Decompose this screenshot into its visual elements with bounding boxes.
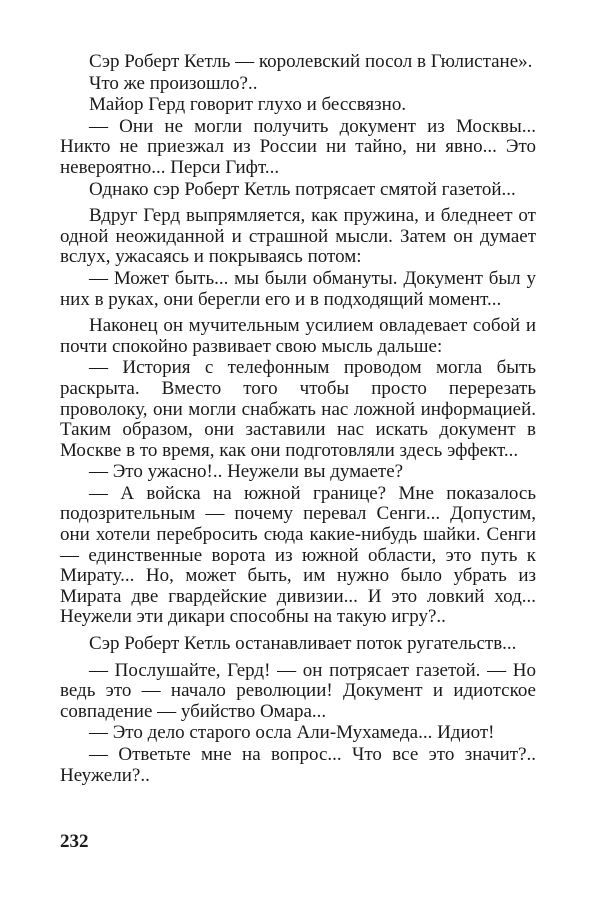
paragraph-15: — Ответьте мне на вопрос... Что все это значит?.. Неужели?..	[60, 744, 536, 786]
page-number: 232	[60, 831, 89, 852]
paragraph-1: Сэр Роберт Кетль — королевский посол в Гюлистане».	[89, 51, 533, 72]
paragraph-11: — А войска на южной границе? Мне показалось подозрительным — почему перевал Сенги... Допустим, они хотели перебросить сюда какие-нибудь шайки. Сенги — единственные ворота из южной области, это путь к Мирату... Но, может быть, им нужно было убрать из Мирата две гвардейские дивизии... И это ловкий ход... Неужели эти дикари способны на такую игру?..	[60, 482, 536, 628]
paragraph-10: — Это ужасно!.. Неужели вы думаете?	[89, 461, 404, 483]
paragraph-2: Что же произошло?..	[89, 72, 258, 94]
paragraph-14: — Это дело старого осла Али-Мухамеда... Идиот!	[89, 722, 495, 744]
paragraph-7: — Может быть... мы были обмануты. Документ был у них в руках, они берегли его и в подходящий момент...	[60, 267, 536, 310]
paragraph-9: — История с телефонным проводом могла быть раскрыта. Вместо того чтобы просто перерезать проволоку, они могли снабжать нас ложной информацией. Таким образом, они заставили нас искать документ в Москве в то время, как они подготовляли здесь эффект...	[60, 357, 536, 461]
paragraph-12: Сэр Роберт Кетль останавливает поток ругательств...	[89, 633, 517, 655]
paragraph-4: — Они не могли получить документ из Москвы... Никто не приезжал из России ни тайно, ни явно... Это невероятно... Перси Гифт...	[60, 115, 536, 178]
page-text	[60, 52, 536, 786]
paragraph-8: Наконец он мучительным усилием овладевает собой и почти спокойно развивает свою мысль дальше:	[60, 315, 536, 357]
paragraph-5: Однако сэр Роберт Кетль потрясает смятой газетой...	[89, 178, 516, 200]
paragraph-3: Майор Герд говорит глухо и бессвязно.	[89, 94, 407, 116]
paragraph-13: — Послушайте, Герд! — он потрясает газетой. — Но ведь это — начало революции! Документ и идиотское совпадение — убийство Омара...	[60, 659, 536, 722]
paragraph-6: Вдруг Герд выпрямляется, как пружина, и бледнеет от одной неожиданной и страшной мысли. Затем он думает вслух, ужасаясь и покрываясь потом:	[60, 205, 536, 268]
